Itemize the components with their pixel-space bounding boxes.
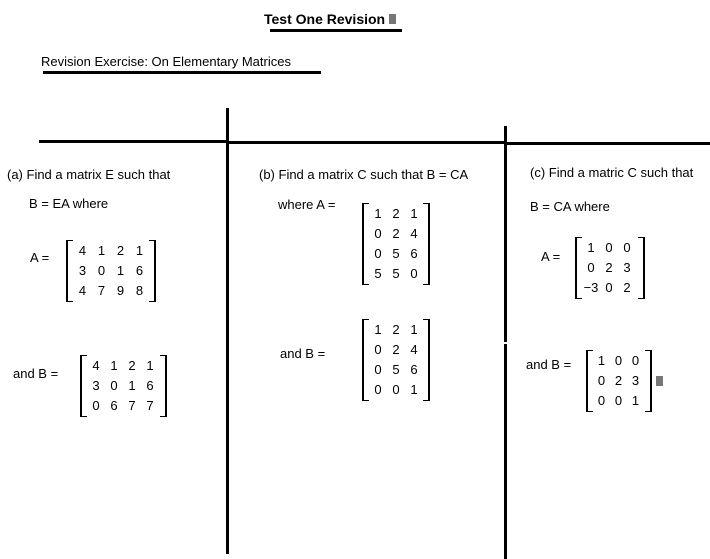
part-c-matrix-a <box>575 237 645 299</box>
matrix-row <box>369 380 423 400</box>
matrix-cell: 0 <box>374 382 382 397</box>
matrix-cell: 7 <box>97 283 106 298</box>
divider-vertical-right-lower <box>504 344 507 559</box>
matrix-row <box>582 238 636 258</box>
right-bracket <box>149 240 156 302</box>
matrix-cell: 6 <box>410 246 418 261</box>
matrix-cell: 0 <box>110 378 118 393</box>
matrix-cell: 0 <box>374 246 382 261</box>
matrix-cell: 0 <box>605 240 613 255</box>
matrix-cell: 5 <box>374 266 382 281</box>
matrix-cell: 4 <box>78 283 87 298</box>
matrix-entries <box>593 351 644 411</box>
matrix-row <box>582 258 636 278</box>
matrix-cell: 5 <box>392 362 400 377</box>
left-bracket <box>362 203 369 285</box>
left-bracket <box>575 237 582 299</box>
matrix-row <box>582 278 636 298</box>
matrix-cell: 2 <box>392 206 400 221</box>
matrix-cell: 2 <box>605 260 613 275</box>
matrix-cell: 0 <box>597 393 606 408</box>
matrix-row <box>73 261 149 281</box>
matrix-row <box>73 281 149 301</box>
matrix-row <box>369 224 423 244</box>
matrix-cell: 1 <box>410 382 418 397</box>
matrix-row <box>369 204 423 224</box>
matrix-cell: 0 <box>605 280 613 295</box>
matrix-cell: 0 <box>392 382 400 397</box>
right-bracket <box>638 237 645 299</box>
divider-vertical-right-upper <box>504 126 507 342</box>
matrix-cell: 3 <box>623 260 631 275</box>
right-bracket <box>423 319 430 401</box>
title-text: Test One Revision <box>264 11 386 27</box>
part-a-prompt: (a) Find a matrix E such that <box>7 167 171 182</box>
matrix-cell: 1 <box>410 206 418 221</box>
matrix-cell: 4 <box>92 358 100 373</box>
matrix-cell: 0 <box>410 266 418 281</box>
matrix-cell: 6 <box>135 263 144 278</box>
matrix-row <box>369 320 423 340</box>
matrix-cell: 1 <box>597 353 606 368</box>
matrix-cell: 1 <box>374 206 382 221</box>
matrix-cell: 5 <box>392 246 400 261</box>
matrix-cell: 0 <box>587 260 595 275</box>
matrix-row <box>369 360 423 380</box>
matrix-cell: 2 <box>392 322 400 337</box>
matrix-cell: 1 <box>110 358 118 373</box>
matrix-entries <box>87 356 159 416</box>
matrix-cell: 0 <box>374 342 382 357</box>
part-b-b-label: and B = <box>280 346 326 361</box>
part-b-matrix-a <box>362 203 430 285</box>
right-bracket <box>160 355 167 417</box>
matrix-row <box>87 376 159 396</box>
matrix-cell: 1 <box>135 243 144 258</box>
part-b-a-label: where A = <box>278 197 336 212</box>
right-bracket <box>645 350 652 412</box>
divider-horizontal-left <box>39 140 228 143</box>
part-c-prompt: (c) Find a matric C such that <box>530 165 694 180</box>
matrix-cell: 1 <box>587 240 595 255</box>
matrix-cell: 4 <box>78 243 87 258</box>
matrix-cell: 0 <box>623 240 631 255</box>
text-cursor-icon <box>656 376 663 386</box>
part-b-prompt: (b) Find a matrix C such that B = CA <box>259 167 469 182</box>
matrix-cell: 0 <box>97 263 106 278</box>
matrix-row <box>593 351 644 371</box>
matrix-cell: 2 <box>128 358 136 373</box>
matrix-row <box>87 396 159 416</box>
divider-horizontal-right <box>506 142 710 145</box>
left-bracket <box>66 240 73 302</box>
matrix-cell: 0 <box>614 353 623 368</box>
matrix-row <box>73 241 149 261</box>
subtitle: Revision Exercise: On Elementary Matrices <box>41 54 291 69</box>
matrix-cell: 4 <box>410 342 418 357</box>
matrix-cell: 6 <box>146 378 154 393</box>
matrix-cell: 2 <box>623 280 631 295</box>
matrix-cell: 2 <box>392 226 400 241</box>
matrix-cell: 1 <box>146 358 154 373</box>
title-underline <box>270 29 402 32</box>
matrix-cell: 0 <box>614 393 623 408</box>
matrix-cell: 4 <box>410 226 418 241</box>
matrix-cell: 9 <box>116 283 125 298</box>
matrix-entries <box>73 241 149 301</box>
matrix-cell: 7 <box>128 398 136 413</box>
part-c-matrix-b <box>586 350 652 412</box>
matrix-row <box>593 371 644 391</box>
text-cursor-icon <box>389 14 396 24</box>
right-bracket <box>423 203 430 285</box>
part-c-a-label: A = <box>541 249 561 264</box>
matrix-entries <box>582 238 636 298</box>
matrix-cell: 2 <box>116 243 125 258</box>
matrix-cell: 1 <box>631 393 640 408</box>
matrix-cell: 2 <box>614 373 623 388</box>
matrix-row <box>593 391 644 411</box>
matrix-cell: 0 <box>631 353 640 368</box>
matrix-row <box>369 340 423 360</box>
matrix-cell: 0 <box>597 373 606 388</box>
matrix-cell: 0 <box>374 226 382 241</box>
part-b-matrix-b <box>362 319 430 401</box>
part-a-equation: B = EA where <box>29 196 109 211</box>
matrix-cell: 3 <box>92 378 100 393</box>
left-bracket <box>586 350 593 412</box>
part-a-b-label: and B = <box>13 366 59 381</box>
matrix-cell: 1 <box>410 322 418 337</box>
matrix-cell: 8 <box>135 283 144 298</box>
left-bracket <box>80 355 87 417</box>
matrix-cell: 3 <box>78 263 87 278</box>
matrix-cell: 7 <box>146 398 154 413</box>
page-title <box>264 11 396 27</box>
divider-horizontal-middle <box>228 141 506 144</box>
subtitle-underline <box>43 71 321 74</box>
matrix-entries <box>369 320 423 400</box>
matrix-cell: −3 <box>583 280 599 295</box>
part-a-a-label: A = <box>30 250 50 265</box>
part-c-b-label: and B = <box>526 357 572 372</box>
part-a-matrix-b <box>80 355 167 417</box>
matrix-entries <box>369 204 423 284</box>
divider-vertical-left <box>226 108 229 554</box>
matrix-row <box>369 264 423 284</box>
matrix-cell: 6 <box>410 362 418 377</box>
matrix-cell: 1 <box>128 378 136 393</box>
part-a-matrix-a <box>66 240 156 302</box>
matrix-cell: 6 <box>110 398 118 413</box>
matrix-cell: 1 <box>97 243 106 258</box>
matrix-cell: 2 <box>392 342 400 357</box>
matrix-row <box>87 356 159 376</box>
matrix-cell: 3 <box>631 373 640 388</box>
left-bracket <box>362 319 369 401</box>
matrix-row <box>369 244 423 264</box>
matrix-cell: 5 <box>392 266 400 281</box>
matrix-cell: 1 <box>116 263 125 278</box>
matrix-cell: 0 <box>374 362 382 377</box>
matrix-cell: 1 <box>374 322 382 337</box>
matrix-cell: 0 <box>92 398 100 413</box>
part-c-equation: B = CA where <box>530 199 610 214</box>
